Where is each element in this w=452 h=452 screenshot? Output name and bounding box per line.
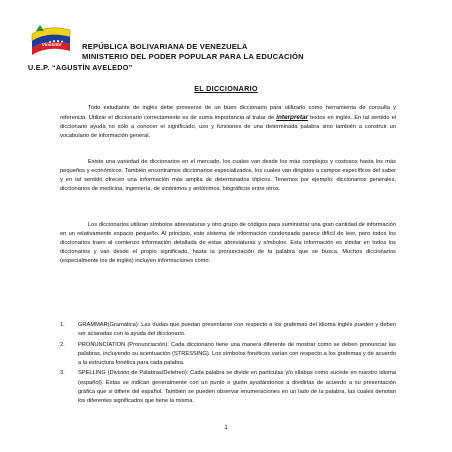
letterhead-ministry: MINISTERIO DEL PODER POPULAR PARA LA EDUCACIÓN bbox=[82, 52, 304, 61]
letterhead-school: U.E.P. “AGUSTÍN AVELEDO” bbox=[28, 63, 133, 72]
list-item-text: PRONUNCIATION (Pronunciación): Cada diccionario tiene una manera diferente de mostrar como se deben pronunciar las palabras, incluyendo su acentuación (STRESSING). Los símbolos fonéticos varían con respecto a los grafemas y de acuerdo a la estructura fonética para cada palabra. bbox=[78, 342, 396, 367]
keyword-interpretar: interpretar bbox=[276, 114, 309, 121]
list-item-number: 2. bbox=[60, 342, 65, 349]
letterhead-republic: REPÚBLICA BOLIVARIANA DE VENEZUELA bbox=[82, 42, 248, 51]
numbered-list bbox=[60, 321, 396, 406]
school-logo-icon bbox=[30, 22, 72, 58]
list-item-text: SPELLING (División de Palabras/Deletreo): Cada palabra se divide en partículas y/o sílabas como sucede en nuestro idioma (español). Éstas se indican generalmente con un punto o guión ayudándonos a dividirlas de acuerdo a su presentación gráfica que si difiere del español. También se pueden observar enumeraciones en un lado de la palabra, las cuales denotan los diferentes significados que tiene la misma. bbox=[78, 370, 396, 404]
paragraph-3 bbox=[60, 221, 396, 266]
page-number: 1 bbox=[224, 425, 228, 431]
list-item bbox=[60, 341, 396, 368]
document-title: EL DICCIONARIO bbox=[194, 84, 258, 93]
list-item-text: GRAMMAR(Gramática): Las dudas que puedan presentarse con respecto a los grafemas del idioma inglés pueden y deben ser aclaradas con la ayuda del diccionario. bbox=[78, 322, 396, 338]
logo-lettering: Vinotinto bbox=[42, 42, 62, 47]
paragraph-2 bbox=[60, 158, 396, 194]
list-item bbox=[60, 369, 396, 405]
list-item bbox=[60, 321, 396, 339]
list-item-number: 1. bbox=[60, 322, 65, 328]
paragraph-2-text: Existe una variedad de diccionarios en el mercado, los cuales van desde los más complejos y costosos hasta los más pequeños y económicos. También encontramos diccionarios especializados, los cuales van dirigidos a campos específicos del saber y en tal sentido ofrecen una información más amplia de determinados tópicos. Tenemos por ejemplo: diccionarios generales, diccionarios de medicina, ingeniería, de sinónimos y antónimos, biográficos entre otros. bbox=[60, 159, 396, 192]
list-item-number: 3. bbox=[60, 370, 65, 377]
paragraph-1 bbox=[60, 104, 396, 141]
paragraph-1-text-b: textos en inglés. En tal sentido el diccionario ayuda no sólo a conocer el significado, uso y funciones de una determinada palabra sino también a construir un vocabulario de información general. bbox=[60, 115, 396, 139]
paragraph-3-text: Los diccionarios utilizan símbolos abreviaturas y otro grupo de códigos para suministrar una gran cantidad de información en un relativamente espacio pequeño. Al principio, este sistema de información condensada parece difícil de leer, pero todos los diccionarios traen al comienzo información detallada de estas abreviaturas y símbolos. Esta información es similar en todos los diccionarios y van desde el propio significado, hasta la pronunciación de la palabra que se busca. Muchos diccionarios (especialmente los de inglés) incluyen informaciones como: bbox=[60, 222, 396, 264]
paragraph-1-text-a: Todo estudiante de inglés debe proveerse de un buen diccionario para utilizarlo como herramienta de consulta y referencia. Utilizar el diccionario correctamente es de suma importancia al tratar de bbox=[60, 105, 396, 121]
